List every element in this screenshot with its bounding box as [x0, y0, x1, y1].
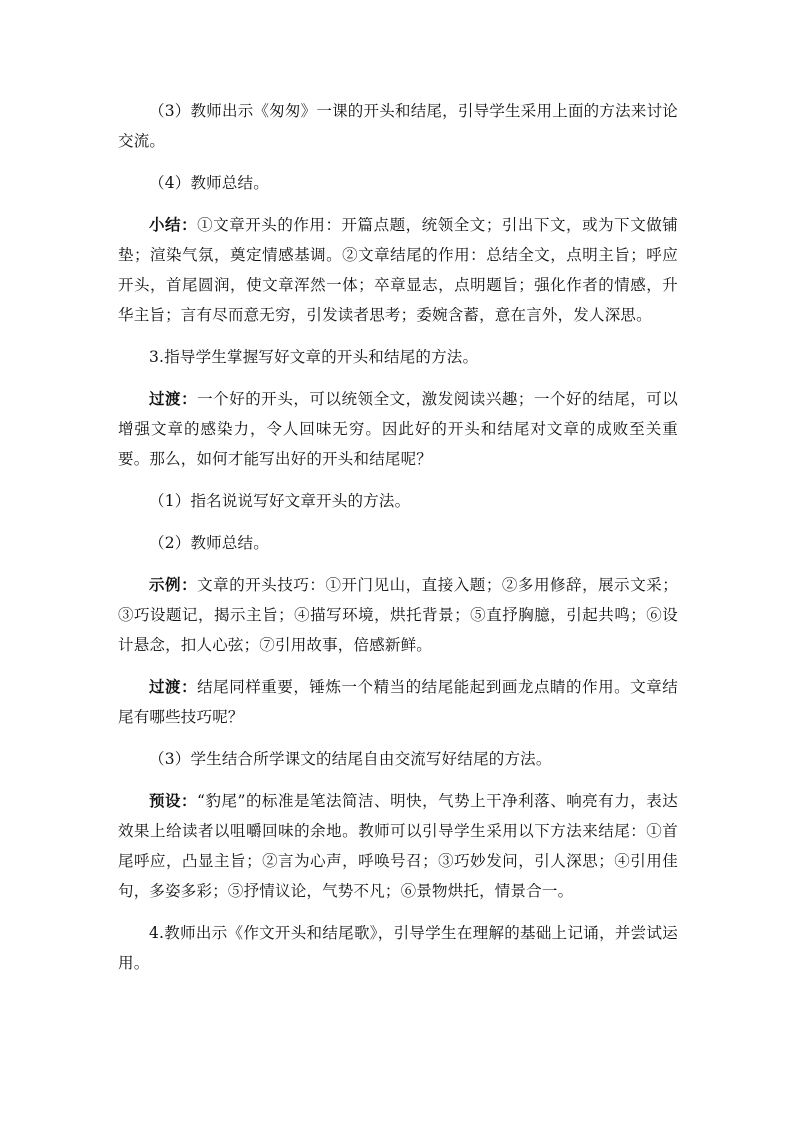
paragraph-label: 过渡：: [149, 389, 198, 408]
paragraph-label: 过渡：: [149, 677, 198, 696]
paragraph-label: 预设：: [149, 791, 198, 810]
paragraph-text: 一个好的开头，可以统领全文，激发阅读兴趣；一个好的结尾，可以增强文章的感染力，令人回味无穷。因此好的开头和结尾对文章的成败至关重要。那么，如何才能写出好的开头和结尾呢？: [118, 390, 678, 468]
paragraph-text: 3.指导学生掌握写好文章的开头和结尾的方法。: [149, 348, 479, 366]
document-page: [118, 96, 678, 990]
paragraph-step-3-show-example: [118, 96, 678, 156]
paragraph-summary: [118, 210, 678, 330]
paragraph-text: （1）指名说说写好文章开头的方法。: [149, 492, 411, 510]
paragraph-example: [118, 570, 678, 660]
paragraph-label: 示例：: [149, 575, 198, 594]
paragraph-text: “豹尾”的标准是笔法简洁、明快，气势上干净利落、响亮有力，表达效果上给读者以咀嚼回味的余地。教师可以引导学生采用以下方法来结尾：①首尾呼应，凸显主旨；②言为心声，呼唤号召；③巧妙发问，引人深思；④引用佳句，多姿多彩；⑤抒情议论，气势不凡；⑥景物烘托，情景合一。: [118, 792, 678, 900]
paragraph-label: 小结：: [149, 215, 198, 234]
paragraph-text: 结尾同样重要，锤炼一个精当的结尾能起到画龙点睛的作用。文章结尾有哪些技巧呢？: [118, 678, 678, 726]
paragraph-transition-1: [118, 384, 678, 474]
paragraph-transition-2: [118, 672, 678, 732]
paragraph-text: （4）教师总结。: [149, 174, 269, 192]
paragraph-text: （3）教师出示《匆匆》一课的开头和结尾，引导学生采用上面的方法来讨论交流。: [118, 102, 678, 150]
paragraph-step-4-teacher-summary: [118, 168, 678, 198]
paragraph-text: 文章的开头技巧：①开门见山，直接入题；②多用修辞，展示文采；③巧设题记，揭示主旨；④描写环境，烘托背景；⑤直抒胸臆，引起共鸣；⑥设计悬念，扣人心弦；⑦引用故事，倍感新鲜。: [118, 576, 678, 654]
paragraph-text: ①文章开头的作用：开篇点题，统领全文；引出下文，或为下文做铺垫；渲染气氛，奠定情感基调。②文章结尾的作用：总结全文，点明主旨；呼应开头，首尾圆润，使文章浑然一体；卒章显志，点明题旨；强化作者的情感，升华主旨；言有尽而意无穷，引发读者思考；委婉含蓄，意在言外，发人深思。: [118, 216, 678, 324]
paragraph-step-4-song: [118, 918, 678, 978]
paragraph-text: 4.教师出示《作文开头和结尾歌》，引导学生在理解的基础上记诵，并尝试运用。: [118, 924, 678, 972]
paragraph-guide-methods: [118, 342, 678, 372]
paragraph-step-2-teacher-summary: [118, 528, 678, 558]
paragraph-text: （2）教师总结。: [149, 534, 269, 552]
paragraph-preset: [118, 786, 678, 906]
paragraph-step-3-ending-methods: [118, 744, 678, 774]
paragraph-step-1-opening-methods: [118, 486, 678, 516]
paragraph-text: （3）学生结合所学课文的结尾自由交流写好结尾的方法。: [149, 750, 552, 768]
